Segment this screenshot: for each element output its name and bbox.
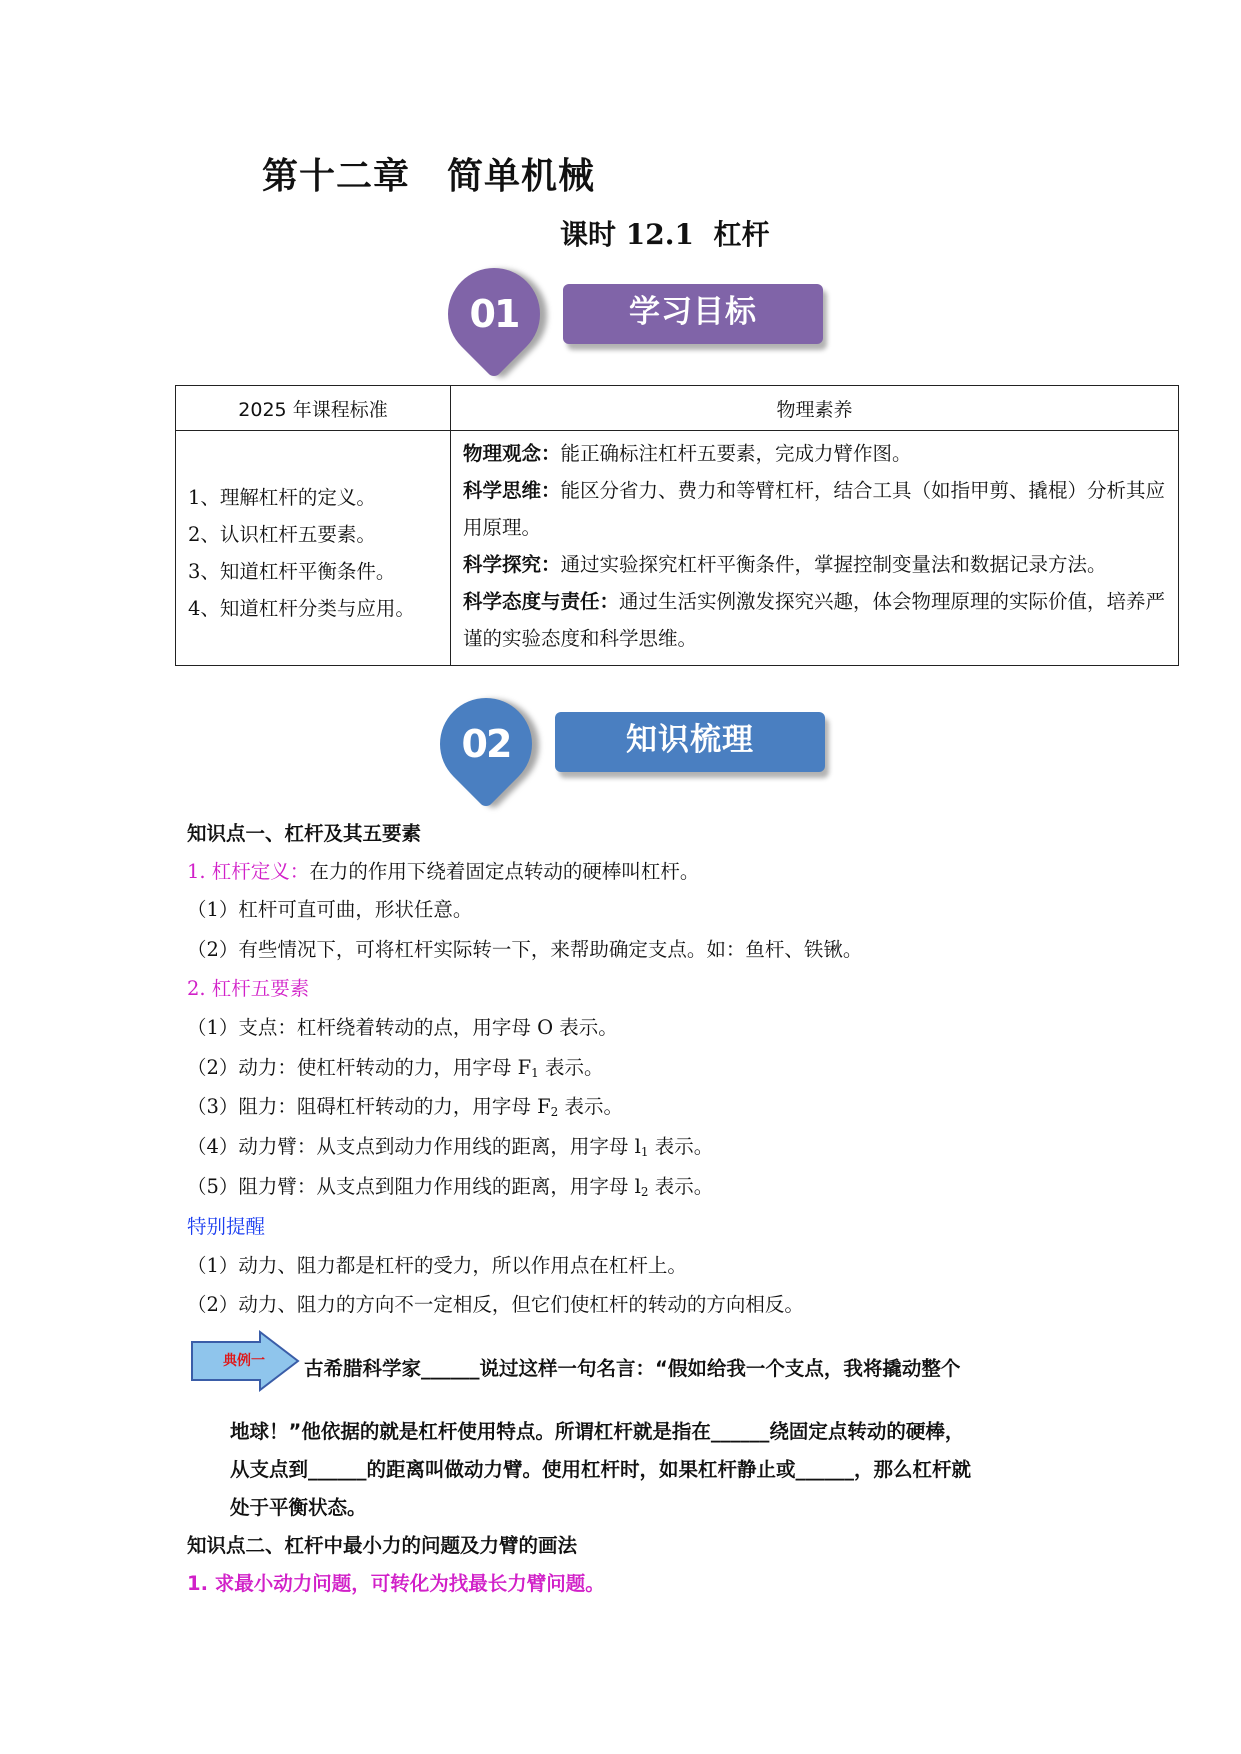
element-text: （4）动力臂：从支点到动力作用线的距离，用字母: [187, 1135, 635, 1158]
knowledge-point-1-title: 知识点一、杠杆及其五要素: [187, 822, 422, 845]
literacy-label: 科学态度与责任：: [463, 590, 620, 613]
badge-title: 学习目标: [563, 284, 823, 344]
element-text-end: 表示。: [538, 1056, 604, 1079]
element-item: [187, 1171, 713, 1199]
definition-note: （2）有些情况下，可将杠杆实际转一下，来帮助确定支点。如：鱼杆、铁锹。: [187, 938, 863, 961]
five-elements-title: 2. 杠杆五要素: [187, 977, 310, 1000]
literacy-item: [463, 546, 1168, 583]
element-text: （1）支点：杠杆绕着转动的点，用字母 O 表示。: [187, 1016, 618, 1039]
example-line: 从支点到______的距离叫做动力臂。使用杠杆时，如果杠杆静止或______，那么杠杆就: [230, 1458, 972, 1481]
definition-line: [187, 856, 699, 884]
standard-item: 3、知道杠杆平衡条件。: [188, 560, 396, 583]
literacy-item: [463, 583, 1168, 657]
element-symbol: F: [517, 1056, 532, 1079]
element-item: [187, 1012, 618, 1040]
definition-text: 在力的作用下绕着固定点转动的硬棒叫杠杆。: [309, 860, 700, 883]
definition-note: （1）杠杆可直可曲，形状任意。: [187, 898, 473, 921]
element-subscript: 2: [550, 1105, 559, 1119]
element-text: （2）动力：使杠杆转动的力，用字母: [187, 1056, 518, 1079]
example-line: 地球！”他依据的就是杠杆使用特点。所谓杠杆就是指在______绕固定点转动的硬棒，: [230, 1420, 965, 1443]
standard-item: 1、理解杠杆的定义。: [188, 486, 376, 509]
literacy-label: 科学探究：: [463, 553, 561, 576]
literacy-label: 科学思维：: [463, 479, 561, 502]
literacy-item: [463, 472, 1168, 546]
example-line: 古希腊科学家______说过这样一句名言：“假如给我一个支点，我将撬动整个: [304, 1357, 961, 1380]
literacy-text: 能正确标注杠杆五要素，完成力臂作图。: [560, 442, 912, 465]
element-symbol: l: [634, 1175, 641, 1198]
standard-item: 4、知道杠杆分类与应用。: [188, 597, 415, 620]
reminder-item: （2）动力、阻力的方向不一定相反，但它们使杠杆的转动的方向相反。: [187, 1293, 804, 1316]
literacy-text: 能区分省力、费力和等臂杠杆，结合工具（如指甲剪、撬棍）分析其应用原理。: [463, 479, 1166, 539]
badge-number: 02: [461, 722, 511, 766]
element-item: [187, 1091, 623, 1119]
badge-number: 01: [469, 292, 519, 336]
literacy-cell: [451, 431, 1179, 666]
element-subscript: 1: [531, 1066, 539, 1080]
badge-title: 知识梳理: [555, 712, 825, 772]
element-text: （5）阻力臂：从支点到阻力作用线的距离，用字母: [187, 1175, 635, 1198]
element-symbol: F: [537, 1095, 551, 1118]
literacy-label: 物理观念：: [463, 442, 561, 465]
literacy-text: 通过实验探究杠杆平衡条件，掌握控制变量法和数据记录方法。: [560, 553, 1107, 576]
knowledge-point-2-subtitle: 1. 求最小动力问题，可转化为找最长力臂问题。: [187, 1572, 605, 1595]
element-item: [187, 1052, 603, 1080]
standard-item: 2、认识杠杆五要素。: [188, 523, 376, 546]
definition-label: 1. 杠杆定义：: [187, 860, 310, 883]
element-text-end: 表示。: [558, 1095, 623, 1118]
element-subscript: 1: [640, 1145, 649, 1159]
element-item: [187, 1131, 713, 1159]
element-text: （3）阻力：阻碍杠杆转动的力，用字母: [187, 1095, 538, 1118]
element-symbol: l: [634, 1135, 641, 1158]
example-label: 典例一: [223, 1353, 265, 1369]
goals-table: [175, 385, 1179, 666]
element-subscript: 2: [640, 1185, 649, 1199]
special-reminder-title: 特别提醒: [187, 1215, 266, 1238]
chapter-title: 第十二章 简单机械: [262, 155, 596, 197]
lesson-title: 课时 12.1 杠杆: [560, 218, 770, 251]
literacy-item: [463, 435, 1168, 472]
literacy-text: 通过生活实例激发探究兴趣，体会物理原理的实际价值，培养严谨的实验态度和科学思维。: [463, 590, 1166, 650]
knowledge-point-2-title: 知识点二、杠杆中最小力的问题及力臂的画法: [187, 1534, 578, 1557]
table-header-literacy: 物理素养: [451, 386, 1179, 431]
table-header-standards: 2025 年课程标准: [176, 386, 451, 431]
example-line: 处于平衡状态。: [230, 1496, 367, 1519]
element-text-end: 表示。: [648, 1175, 714, 1198]
element-text-end: 表示。: [648, 1135, 714, 1158]
reminder-item: （1）动力、阻力都是杠杆的受力，所以作用点在杠杆上。: [187, 1254, 687, 1277]
standards-cell: [176, 431, 451, 666]
